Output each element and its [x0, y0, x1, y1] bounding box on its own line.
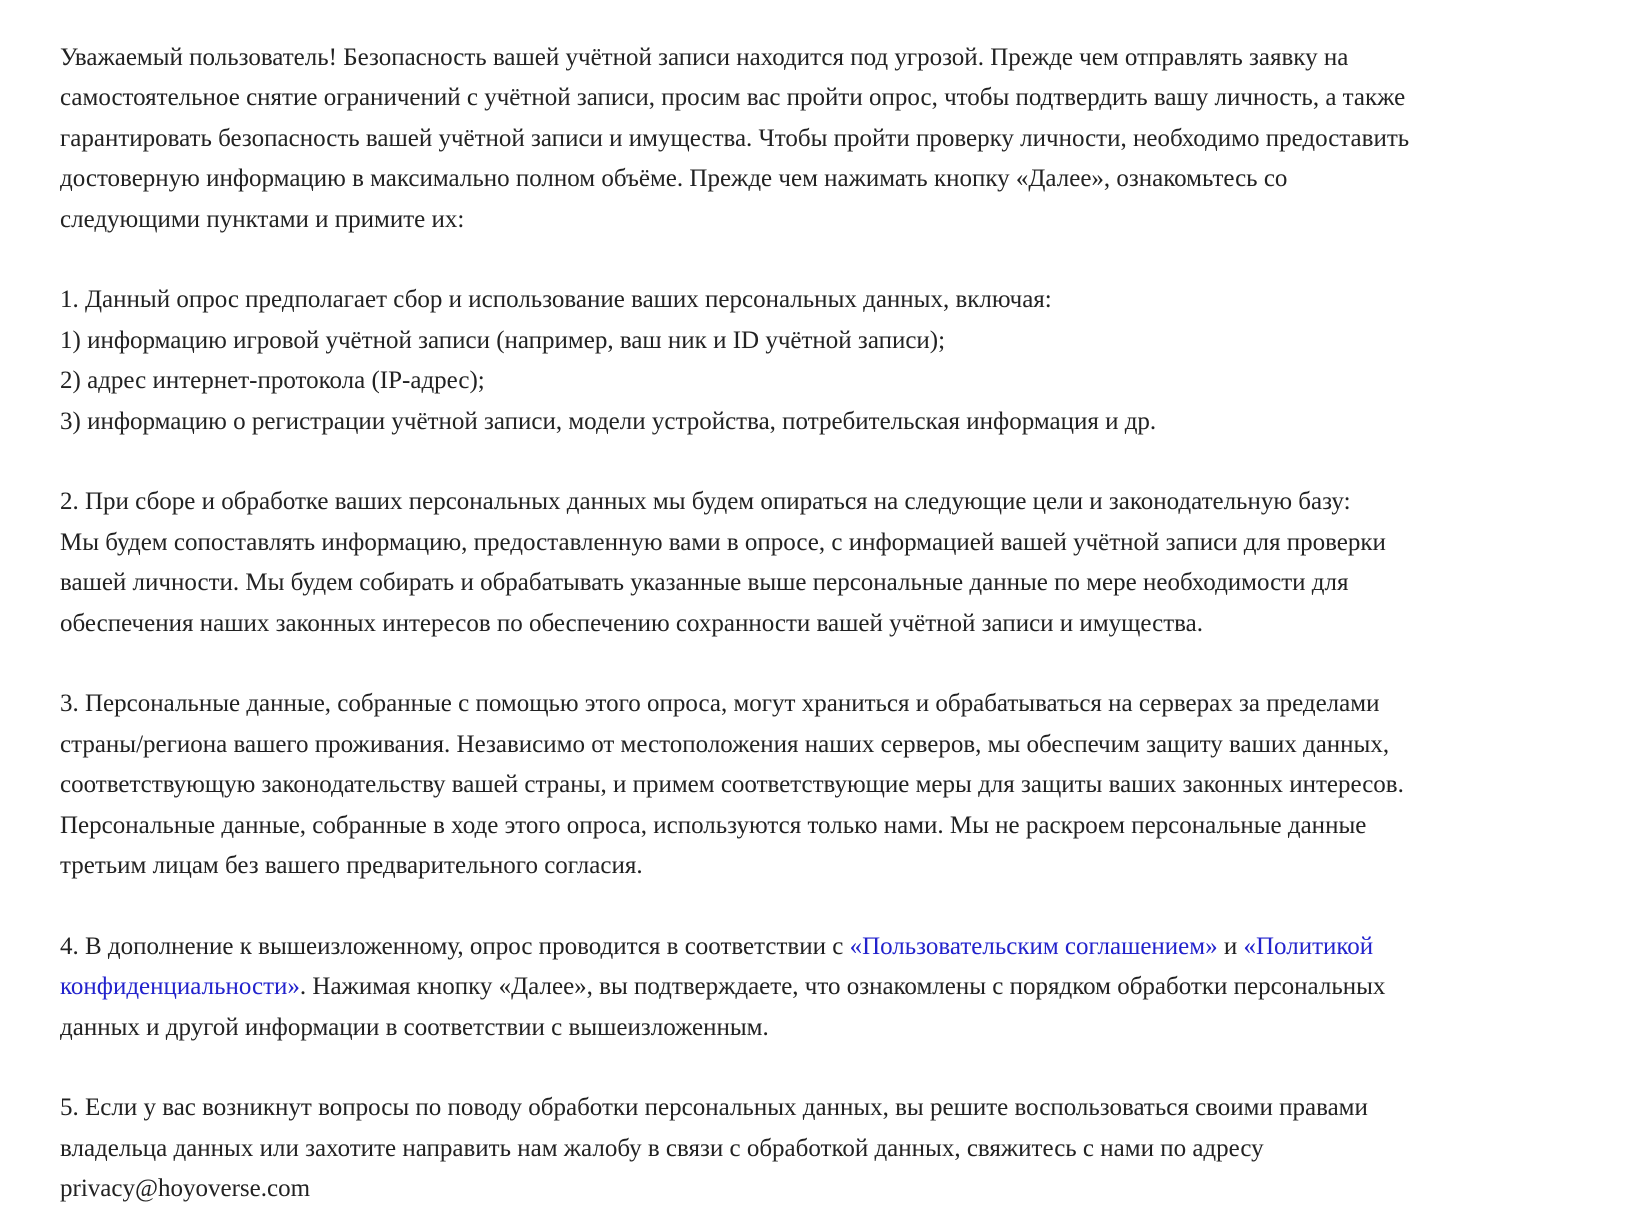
privacy-policy-link-continued[interactable]: конфиденциальности»	[60, 973, 300, 1001]
text-line	[60, 967, 1620, 1007]
text-line: 3) информацию о регистрации учётной записи, модели устройства, потребительская информация и др.	[60, 407, 1157, 435]
text-line: 1) информацию игровой учётной записи (например, ваш ник и ID учётной записи);	[60, 326, 946, 354]
section-4-and: и	[1217, 932, 1244, 960]
section-4-suffix: . Нажимая кнопку «Далее», вы подтверждаете, что ознакомлены с порядком обработки персональных	[299, 973, 1386, 1001]
user-agreement-link[interactable]: «Пользовательским соглашением»	[849, 932, 1218, 960]
privacy-notice	[60, 38, 1620, 1210]
section-1-data-collection	[60, 280, 1620, 442]
text-line: Мы будем сопоставлять информацию, предоставленную вами в опросе, с информацией вашей учётной записи для проверки	[60, 528, 1386, 556]
contact-email: privacy@hoyoverse.com	[60, 1175, 311, 1203]
text-line: 1. Данный опрос предполагает сбор и использование ваших персональных данных, включая:	[60, 286, 1052, 314]
text-line	[60, 927, 1620, 967]
section-3-storage	[60, 684, 1620, 886]
text-line: вашей личности. Мы будем собирать и обрабатывать указанные выше персональные данные по мере необходимости для	[60, 569, 1349, 597]
intro-paragraph	[60, 38, 1620, 240]
text-line: 2. При сборе и обработке ваших персональных данных мы будем опираться на следующие цели и законодательную базу:	[60, 488, 1351, 516]
text-line: владельца данных или захотите направить нам жалобу в связи с обработкой данных, свяжитесь с нами по адресу	[60, 1134, 1264, 1162]
text-line: следующими пунктами и примите их:	[60, 205, 465, 233]
text-line: страны/региона вашего проживания. Независимо от местоположения наших серверов, мы обеспечим защиту ваших данных,	[60, 730, 1390, 758]
text-line: 5. Если у вас возникнут вопросы по поводу обработки персональных данных, вы решите воспользоваться своими правами	[60, 1094, 1368, 1122]
text-line: самостоятельное снятие ограничений с учётной записи, просим вас пройти опрос, чтобы подтвердить вашу личность, а также	[60, 84, 1406, 112]
text-line: данных и другой информации в соответствии с вышеизложенным.	[60, 1013, 769, 1041]
privacy-policy-link[interactable]: «Политикой	[1243, 932, 1374, 960]
section-4-prefix: 4. В дополнение к вышеизложенному, опрос проводится в соответствии с	[60, 932, 850, 960]
text-line: Уважаемый пользователь! Безопасность вашей учётной записи находится под угрозой. Прежде чем отправлять заявку на	[60, 44, 1349, 71]
text-line: 2) адрес интернет-протокола (IP-адрес);	[60, 367, 485, 395]
text-line: гарантировать безопасность вашей учётной записи и имущества. Чтобы пройти проверку личности, необходимо предоставить	[60, 124, 1410, 152]
text-line: достоверную информацию в максимально полном объёме. Прежде чем нажимать кнопку «Далее», ознакомьтесь со	[60, 165, 1288, 193]
text-line: 3. Персональные данные, собранные с помощью этого опроса, могут храниться и обрабатываться на серверах за пределами	[60, 690, 1380, 718]
text-line: Персональные данные, собранные в ходе этого опроса, используются только нами. Мы не раскроем персональные данные	[60, 811, 1367, 839]
section-2-purposes	[60, 482, 1620, 644]
text-line: обеспечения наших законных интересов по обеспечению сохранности вашей учётной записи и имущества.	[60, 609, 1203, 637]
section-5-contact	[60, 1088, 1620, 1209]
section-4-agreements	[60, 927, 1620, 1048]
text-line: соответствующую законодательству вашей страны, и примем соответствующие меры для защиты ваших законных интересов.	[60, 771, 1404, 799]
text-line: третьим лицам без вашего предварительного согласия.	[60, 852, 643, 880]
